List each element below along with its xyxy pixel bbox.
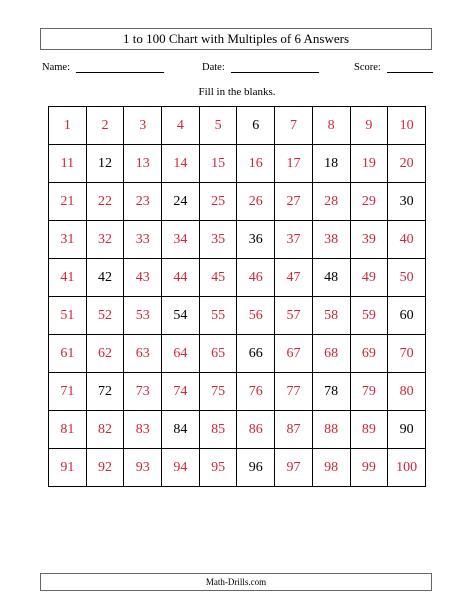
grid-cell: 98 — [312, 449, 350, 487]
grid-cell: 86 — [237, 411, 275, 449]
grid-cell: 26 — [237, 183, 275, 221]
hundred-chart — [48, 106, 426, 487]
grid-cell: 93 — [124, 449, 162, 487]
grid-cell: 39 — [350, 221, 388, 259]
grid-cell: 33 — [124, 221, 162, 259]
grid-cell: 76 — [237, 373, 275, 411]
score-blank-line — [387, 60, 433, 73]
grid-cell: 37 — [275, 221, 313, 259]
grid-cell: 87 — [275, 411, 313, 449]
grid-cell: 30 — [388, 183, 426, 221]
grid-cell: 50 — [388, 259, 426, 297]
grid-cell: 62 — [86, 335, 124, 373]
grid-cell: 65 — [199, 335, 237, 373]
grid-cell: 5 — [199, 107, 237, 145]
grid-cell: 21 — [49, 183, 87, 221]
grid-cell: 35 — [199, 221, 237, 259]
grid-cell: 13 — [124, 145, 162, 183]
hundred-chart-body — [49, 107, 426, 487]
grid-cell: 27 — [275, 183, 313, 221]
grid-cell: 95 — [199, 449, 237, 487]
grid-cell: 81 — [49, 411, 87, 449]
grid-cell: 96 — [237, 449, 275, 487]
footer — [40, 573, 432, 591]
grid-cell: 94 — [162, 449, 200, 487]
grid-cell: 31 — [49, 221, 87, 259]
grid-cell: 12 — [86, 145, 124, 183]
grid-cell: 25 — [199, 183, 237, 221]
grid-cell: 42 — [86, 259, 124, 297]
grid-cell: 100 — [388, 449, 426, 487]
name-field — [42, 60, 164, 73]
grid-cell: 99 — [350, 449, 388, 487]
grid-cell: 71 — [49, 373, 87, 411]
grid-cell: 24 — [162, 183, 200, 221]
grid-cell: 52 — [86, 297, 124, 335]
grid-cell: 9 — [350, 107, 388, 145]
worksheet-title — [40, 28, 432, 50]
date-blank-line — [231, 60, 319, 73]
grid-cell: 77 — [275, 373, 313, 411]
grid-cell: 40 — [388, 221, 426, 259]
grid-cell: 6 — [237, 107, 275, 145]
grid-cell: 32 — [86, 221, 124, 259]
grid-row — [49, 411, 426, 449]
grid-cell: 58 — [312, 297, 350, 335]
grid-cell: 85 — [199, 411, 237, 449]
grid-cell: 34 — [162, 221, 200, 259]
instructions: Fill in the blanks. — [198, 86, 276, 98]
grid-cell: 44 — [162, 259, 200, 297]
grid-cell: 8 — [312, 107, 350, 145]
grid-cell: 56 — [237, 297, 275, 335]
grid-row — [49, 449, 426, 487]
grid-cell: 28 — [312, 183, 350, 221]
grid-cell: 23 — [124, 183, 162, 221]
grid-cell: 66 — [237, 335, 275, 373]
grid-cell: 80 — [388, 373, 426, 411]
student-info-row — [42, 60, 434, 78]
grid-cell: 72 — [86, 373, 124, 411]
grid-cell: 70 — [388, 335, 426, 373]
grid-cell: 91 — [49, 449, 87, 487]
grid-cell: 16 — [237, 145, 275, 183]
grid-cell: 45 — [199, 259, 237, 297]
grid-cell: 88 — [312, 411, 350, 449]
grid-cell: 54 — [162, 297, 200, 335]
grid-cell: 19 — [350, 145, 388, 183]
grid-cell: 38 — [312, 221, 350, 259]
grid-cell: 75 — [199, 373, 237, 411]
grid-cell: 90 — [388, 411, 426, 449]
grid-row — [49, 107, 426, 145]
grid-cell: 83 — [124, 411, 162, 449]
grid-cell: 82 — [86, 411, 124, 449]
grid-cell: 53 — [124, 297, 162, 335]
grid-cell: 61 — [49, 335, 87, 373]
grid-cell: 4 — [162, 107, 200, 145]
grid-cell: 57 — [275, 297, 313, 335]
grid-cell: 63 — [124, 335, 162, 373]
score-field — [354, 60, 433, 73]
grid-cell: 3 — [124, 107, 162, 145]
grid-cell: 20 — [388, 145, 426, 183]
grid-row — [49, 221, 426, 259]
grid-cell: 43 — [124, 259, 162, 297]
grid-cell: 92 — [86, 449, 124, 487]
grid-cell: 89 — [350, 411, 388, 449]
grid-cell: 1 — [49, 107, 87, 145]
grid-cell: 79 — [350, 373, 388, 411]
grid-cell: 59 — [350, 297, 388, 335]
grid-cell: 47 — [275, 259, 313, 297]
grid-cell: 10 — [388, 107, 426, 145]
worksheet-title-text: 1 to 100 Chart with Multiples of 6 Answers — [122, 31, 350, 46]
grid-row — [49, 259, 426, 297]
grid-cell: 11 — [49, 145, 87, 183]
grid-row — [49, 373, 426, 411]
grid-cell: 84 — [162, 411, 200, 449]
grid-cell: 2 — [86, 107, 124, 145]
grid-cell: 69 — [350, 335, 388, 373]
date-label: Date: — [202, 62, 225, 73]
grid-cell: 46 — [237, 259, 275, 297]
grid-cell: 17 — [275, 145, 313, 183]
grid-cell: 51 — [49, 297, 87, 335]
grid-row — [49, 335, 426, 373]
score-label: Score: — [354, 62, 381, 73]
grid-row — [49, 297, 426, 335]
grid-cell: 14 — [162, 145, 200, 183]
grid-cell: 7 — [275, 107, 313, 145]
grid-cell: 41 — [49, 259, 87, 297]
grid-cell: 97 — [275, 449, 313, 487]
name-blank-line — [76, 60, 164, 73]
grid-cell: 67 — [275, 335, 313, 373]
footer-text: Math-Drills.com — [205, 577, 267, 587]
grid-cell: 73 — [124, 373, 162, 411]
name-label: Name: — [42, 62, 70, 73]
grid-cell: 18 — [312, 145, 350, 183]
grid-row — [49, 145, 426, 183]
grid-row — [49, 183, 426, 221]
grid-cell: 48 — [312, 259, 350, 297]
grid-cell: 64 — [162, 335, 200, 373]
grid-cell: 78 — [312, 373, 350, 411]
grid-cell: 22 — [86, 183, 124, 221]
grid-cell: 49 — [350, 259, 388, 297]
date-field — [202, 60, 319, 73]
grid-cell: 15 — [199, 145, 237, 183]
grid-cell: 55 — [199, 297, 237, 335]
grid-cell: 60 — [388, 297, 426, 335]
grid-cell: 36 — [237, 221, 275, 259]
grid-cell: 68 — [312, 335, 350, 373]
grid-cell: 29 — [350, 183, 388, 221]
grid-cell: 74 — [162, 373, 200, 411]
